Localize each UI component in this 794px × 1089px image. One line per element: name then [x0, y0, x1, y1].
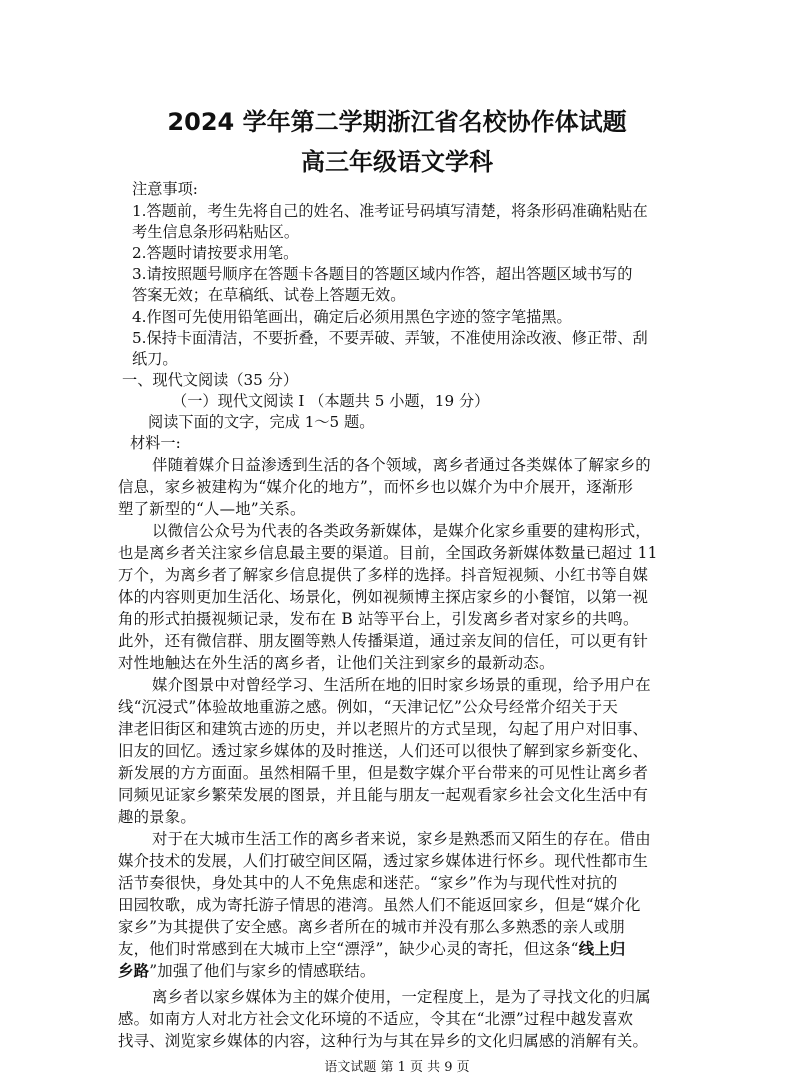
passage-line: 也是离乡者关注家乡信息最主要的渠道。目前，全国政务新媒体数量已超过 11	[118, 544, 658, 562]
passage-line: 田园牧歌，成为寄托游子情思的港湾。虽然人们不能返回家乡，但是“媒介化	[118, 896, 641, 914]
passage-line: 体的内容则更加生活化、场景化，例如视频博主探店家乡的小餐馆，以第一视	[118, 588, 649, 606]
emphasized-phrase: 乡路	[118, 962, 150, 980]
passage-line	[118, 961, 376, 981]
section-heading: 一、现代文阅读（35 分）	[122, 371, 299, 389]
notice-heading: 注意事项:	[132, 180, 198, 198]
passage-line: 信息，家乡被建构为“媒介化的地方”，而怀乡也以媒介为中介展开，逐渐形	[118, 478, 634, 496]
reading-instruction: 阅读下面的文字，完成 1～5 题。	[148, 413, 375, 431]
emphasized-phrase: 线上归	[578, 940, 626, 958]
passage-line: 对于在大城市生活工作的离乡者来说，家乡是熟悉而又陌生的存在。借由	[152, 830, 651, 848]
passage-line: 新发展的方方面面。虽然相隔千里，但是数字媒介平台带来的可见性让离乡者	[118, 764, 649, 782]
passage-line: 媒介图景中对曾经学习、生活所在地的旧时家乡场景的重现，给予用户在	[152, 676, 651, 694]
passage-line: 找寻、浏览家乡媒体的内容，这种行为与其在异乡的文化归属感的消解有关。	[118, 1032, 649, 1050]
passage-line: 伴随着媒介日益渗透到生活的各个领域，离乡者通过各类媒体了解家乡的	[152, 456, 651, 474]
passage-line: 媒介技术的发展，人们打破空间区隔，透过家乡媒体进行怀乡。现代性都市生	[118, 852, 649, 870]
passage-text: ”加强了他们与家乡的情感联结。	[149, 962, 376, 980]
notice-line: 1.答题前，考生先将自己的姓名、准考证号码填写清楚，将条形码准确粘贴在	[132, 202, 648, 220]
notice-line: 3.请按照题号顺序在答题卡各题目的答题区域内作答，超出答题区域书写的	[132, 265, 633, 283]
passage-line: 角的形式拍摄视频记录，发布在 B 站等平台上，引发离乡者对家乡的共鸣。	[118, 610, 639, 628]
passage-line: 以微信公众号为代表的各类政务新媒体，是媒介化家乡重要的建构形式，	[152, 522, 651, 540]
page-footer: 语文试题 第 1 页 共 9 页	[324, 1060, 470, 1075]
passage-line: 活节奏很快，身处其中的人不免焦虑和迷茫。“家乡”作为与现代性对抗的	[118, 874, 618, 892]
passage-line: 对性地触达在外生活的离乡者，让他们关注到家乡的最新动态。	[118, 654, 555, 672]
notice-line: 4.作图可先使用铅笔画出，确定后必须用黑色字迹的签字笔描黑。	[132, 308, 572, 326]
subsection-heading: （一）现代文阅读 I （本题共 5 小题，19 分）	[172, 392, 490, 410]
notice-line: 答案无效；在草稿纸、试卷上答题无效。	[132, 286, 406, 304]
passage-line: 此外，还有微信群、朋友圈等熟人传播渠道，通过亲友间的信任，可以更有针	[118, 632, 649, 650]
exam-title: 2024 学年第二学期浙江省名校协作体试题	[167, 108, 627, 136]
passage-line: 塑了新型的“人—地”关系。	[118, 500, 306, 518]
passage-line: 家乡”为其提供了安全感。离乡者所在的城市并没有那么多熟悉的亲人或朋	[118, 918, 625, 936]
passage-text: 友，他们时常感到在大城市上空“漂浮”，缺少心灵的寄托，但这条“	[118, 940, 579, 958]
exam-subtitle: 高三年级语文学科	[301, 148, 493, 176]
passage-line: 万个，为离乡者了解家乡信息提供了多样的选择。抖音短视频、小红书等自媒	[118, 566, 649, 584]
passage-line: 旧友的回忆。透过家乡媒体的及时推送，人们还可以很快了解到家乡新变化、	[118, 742, 649, 760]
passage-line: 感。如南方人对北方社会文化环境的不适应，令其在“北漂”过程中越发喜欢	[118, 1010, 634, 1028]
passage-line: 津老旧街区和建筑古迹的历史，并以老照片的方式呈现，勾起了用户对旧事、	[118, 720, 649, 738]
passage-line: 同频见证家乡繁荣发展的图景，并且能与朋友一起观看家乡社会文化生活中有	[118, 786, 649, 804]
notice-line: 5.保持卡面清洁，不要折叠，不要弄破、弄皱，不准使用涂改液、修正带、刮	[132, 329, 648, 347]
passage-line	[118, 939, 626, 959]
notice-line: 考生信息条形码粘贴区。	[132, 223, 300, 241]
passage-line: 趣的景象。	[118, 808, 196, 826]
passage-line: 离乡者以家乡媒体为主的媒介使用，一定程度上，是为了寻找文化的归属	[152, 988, 651, 1006]
material-label: 材料一:	[130, 434, 181, 452]
notice-line: 纸刀。	[132, 350, 178, 368]
passage-line: 线“沉浸式”体验故地重游之感。例如，“天津记忆”公众号经常介绍关于天	[118, 698, 618, 716]
notice-line: 2.答题时请按要求用笔。	[132, 244, 299, 262]
